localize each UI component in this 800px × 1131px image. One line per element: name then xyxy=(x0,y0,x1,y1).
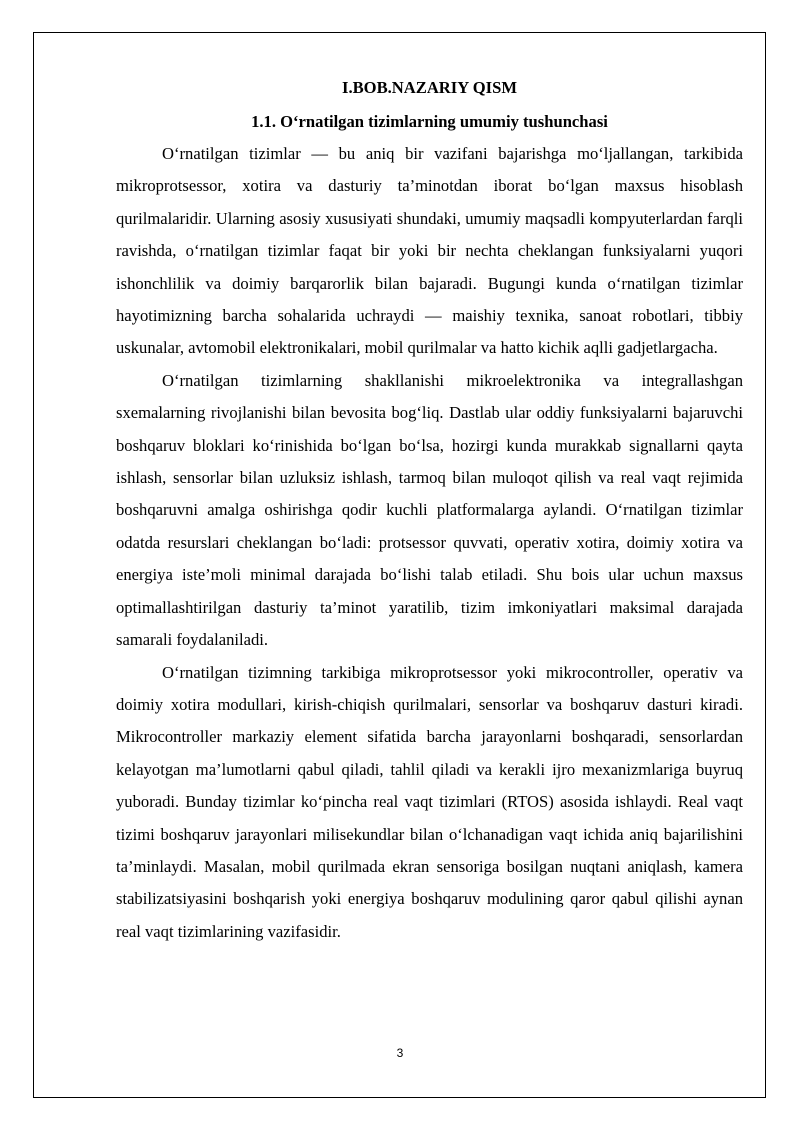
chapter-title: I.BOB.NAZARIY QISM xyxy=(341,78,518,97)
paragraph: O‘rnatilgan tizimlar — bu aniq bir vazifani bajarishga mo‘ljallangan, tarkibida mikroprotsessor, xotira va dasturiy ta’minotdan iborat bo‘lgan maxsus hisoblash qurilmalaridir. Ularning asosiy xususiyati shundaki, umumiy maqsadli kompyuterlardan farqli ravishda, o‘rnatilgan tizimlar faqat bir yoki bir nechta cheklangan funksiyalarni yuqori ishonchlilik va doimiy barqarorlik bilan bajaradi. Bugungi kunda o‘rnatilgan tizimlar hayotimizning barcha sohalarida uchraydi — maishiy texnika, sanoat robotlari, tibbiy uskunalar, avtomobil elektronikalari, mobil qurilmalar va hatto kichik aqlli gadjetlargacha. xyxy=(116,144,743,358)
section-title: 1.1. O‘rnatilgan tizimlarning umumiy tushunchasi xyxy=(251,112,608,131)
paragraph: O‘rnatilgan tizimlarning shakllanishi mikroelektronika va integrallashgan sxemalarning rivojlanishi bilan bevosita bog‘liq. Dastlab ular oddiy funksiyalarni bajaruvchi boshqaruv bloklari ko‘rinishida bo‘lgan bo‘lsa, hozirgi kunda murakkab signallarni qayta ishlash, sensorlar bilan uzluksiz ishlash, tarmoq bilan muloqot qilish va real vaqt rejimida boshqaruvni amalga oshirishga qodir kuchli platformalarga aylandi. O‘rnatilgan tizimlar odatda resurslari cheklangan bo‘ladi: protsessor quvvati, operativ xotira, doimiy xotira va energiya iste’moli minimal darajada bo‘lishi talab etiladi. Shu bois ular uchun maxsus optimallashtirilgan dasturiy ta’minot yaratilib, tizim imkoniyatlari maksimal darajada samarali foydalaniladi. xyxy=(116,370,743,650)
paragraph: O‘rnatilgan tizimning tarkibiga mikroprotsessor yoki mikrocontroller, operativ va doimiy xotira modullari, kirish-chiqish qurilmalari, sensorlar va boshqaruv dasturi kiradi. Mikrocontroller markaziy element sifatida barcha jarayonlarni boshqaradi, sensorlardan kelayotgan ma’lumotlarni qabul qiladi, tahlil qiladi va kerakli ijro mexanizmlariga buyruq yuboradi. Bunday tizimlar ko‘pincha real vaqt tizimlari (RTOS) asosida ishlaydi. Real vaqt tizimi boshqaruv jarayonlari milisekundlar bilan o‘lchanadigan vaqt ichida aniq bajarilishini ta’minlaydi. Masalan, mobil qurilmada ekran sensoriga bosilgan nuqtani aniqlash, kamera stabilizatsiyasini boshqarish yoki energiya boshqaruv modulining qaror qabul qilishi aynan real vaqt tizimlarining vazifasidir. xyxy=(116,662,743,941)
page-number: 3 xyxy=(396,1046,404,1060)
document-body xyxy=(116,74,743,948)
